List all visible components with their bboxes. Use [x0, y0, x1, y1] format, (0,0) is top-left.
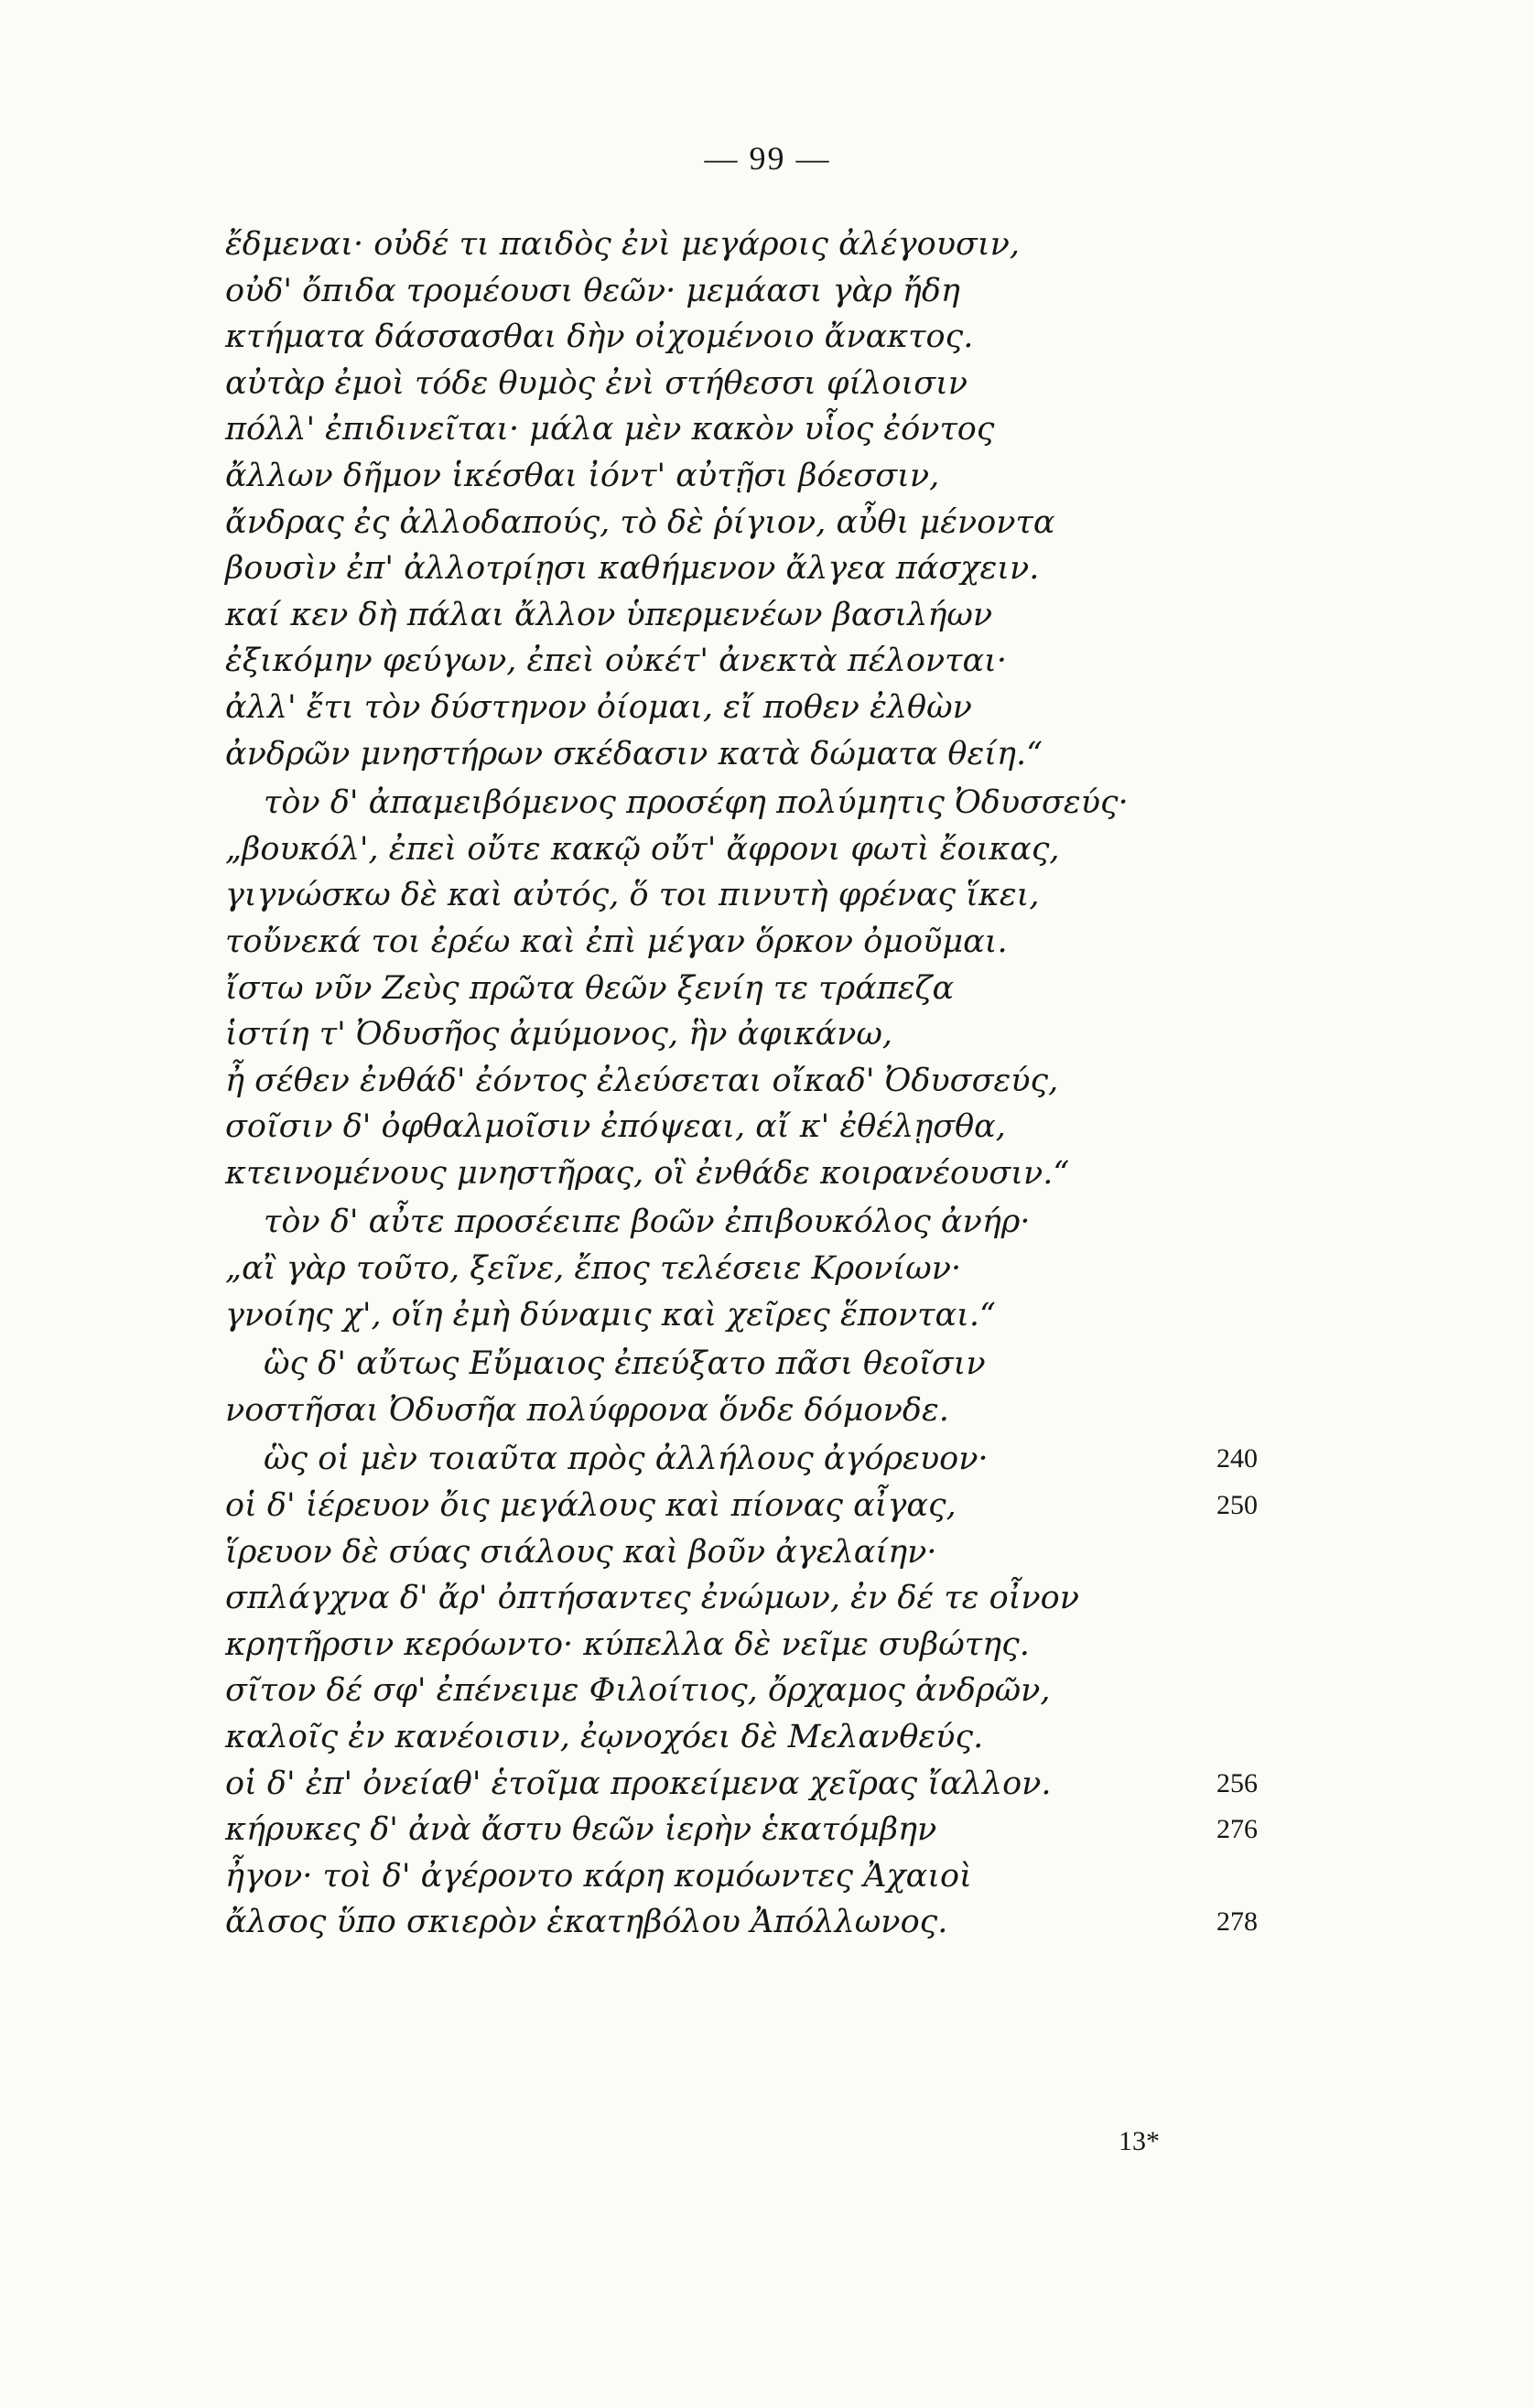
verse-line — [225, 1436, 1259, 1483]
verse-line — [225, 1150, 1259, 1197]
verse-line — [225, 1714, 1259, 1761]
verse-line — [225, 221, 1259, 268]
verse-line-text: ἱστίη τ' Ὀδυσῆος ἀμύμονος, ἣν ἀφικάνω, — [225, 1016, 893, 1053]
verse-line-text: ἀνδρῶν μνηστήρων σκέδασιν κατὰ δώματα θείη.“ — [225, 735, 1043, 772]
verse-line-text: ὣς δ' αὔτως Εὔμαιος ἐπεύξατο πᾶσι θεοῖσιν — [264, 1345, 986, 1383]
verse-line-text: ἵρευον δὲ σύας σιάλους καὶ βοῦν ἀγελαίην· — [225, 1533, 937, 1571]
signature-mark: 13* — [1119, 2126, 1160, 2156]
verse-line — [225, 826, 1259, 873]
verse-line — [225, 1761, 1259, 1808]
verse-line — [225, 1899, 1259, 1946]
verse-line-text: καλοῖς ἐν κανέοισιν, ἐῳνοχόει δὲ Μελανθεύς. — [225, 1719, 984, 1755]
verse-line-text: αὐτὰρ ἐμοὶ τόδε θυμὸς ἐνὶ στήθεσσι φίλοισιν — [225, 364, 968, 402]
verse-line-text: τὸν δ' ἀπαμειβόμενος προσέφη πολύμητις Ὀδυσσεύς· — [264, 784, 1129, 822]
verse-line-text: ὣς οἱ μὲν τοιαῦτα πρὸς ἀλλήλους ἀγόρευον· — [264, 1441, 989, 1478]
verse-line — [225, 268, 1259, 315]
verse-line — [225, 1199, 1259, 1246]
verse-line — [225, 1853, 1259, 1900]
verse-line — [225, 685, 1259, 731]
verse-line-text: ἴστω νῦν Ζεὺς πρῶτα θεῶν ξενίη τε τράπεζα — [225, 969, 955, 1007]
verse-line-text: ἦ σέθεν ἐνθάδ' ἐόντος ἐλεύσεται οἴκαδ' Ὀδυσσεύς, — [225, 1062, 1059, 1099]
verse-line — [225, 592, 1259, 639]
verse-line — [225, 1668, 1259, 1714]
verse-line — [225, 500, 1259, 546]
verse-line-text: ἐξικόμην φεύγων, ἐπεὶ οὐκέτ' ἀνεκτὰ πέλονται· — [225, 642, 1008, 680]
verse-line-text: σῖτον δέ σφ' ἐπένειμε Φιλοίτιος, ὄρχαμος ἀνδρῶν, — [225, 1672, 1051, 1710]
verse-line-text: γιγνώσκω δὲ καὶ αὐτός, ὅ τοι πινυτὴ φρένας ἵκει, — [225, 877, 1040, 914]
verse-line-text: γνοίης χ', οἵη ἐμὴ δύναμις καὶ χεῖρες ἕπονται.“ — [225, 1296, 996, 1334]
verse-line-text: βουσὶν ἐπ' ἀλλοτρίῃσι καθήμενον ἄλγεα πάσχειν. — [225, 550, 1040, 588]
line-number: 250 — [1216, 1490, 1258, 1521]
verse-line-text: σπλάγχνα δ' ἄρ' ὀπτήσαντες ἐνώμων, ἐν δέ τε οἶνον — [225, 1580, 1080, 1617]
verse-line — [225, 1341, 1259, 1388]
page-number-header: — 99 — — [704, 140, 831, 177]
verse-line — [225, 638, 1259, 685]
verse-line-text: κρητῆρσιν κερόωντο· κύπελλα δὲ νεῖμε συβώτης. — [225, 1625, 1030, 1663]
verse-line — [225, 453, 1259, 500]
verse-line — [225, 966, 1259, 1012]
verse-line-text: „αἲ γὰρ τοῦτο, ξεῖνε, ἔπος τελέσειε Κρονίων· — [225, 1250, 962, 1288]
verse-line-text: κτεινομένους μνηστῆρας, οἳ ἐνθάδε κοιρανέουσιν.“ — [225, 1154, 1070, 1192]
verse-text-block — [225, 221, 1259, 1946]
verse-line-text: σοῖσιν δ' ὀφθαλμοῖσιν ἐπόψεαι, αἴ κ' ἐθέλῃσθα, — [225, 1108, 1006, 1146]
verse-line-text: πόλλ' ἐπιδινεῖται· μάλα μὲν κακὸν υἷος ἐόντος — [225, 411, 995, 448]
verse-line — [225, 1388, 1259, 1434]
verse-line-text: κτήματα δάσσασθαι δὴν οἰχομένοιο ἄνακτος. — [225, 319, 974, 356]
verse-line — [225, 361, 1259, 407]
verse-line — [225, 872, 1259, 919]
verse-line-text: κήρυκες δ' ἀνὰ ἄστυ θεῶν ἱερὴν ἑκατόμβην — [225, 1811, 937, 1849]
verse-line — [225, 919, 1259, 966]
verse-line — [225, 1529, 1259, 1576]
verse-line-text: ἄλσος ὕπο σκιερὸν ἑκατηβόλου Ἀπόλλωνος. — [225, 1904, 948, 1941]
verse-line — [225, 1246, 1259, 1292]
verse-line-text: „βουκόλ', ἐπεὶ οὔτε κακῷ οὔτ' ἄφρονι φωτὶ ἔοικας, — [225, 830, 1060, 868]
verse-line-text: οὐδ' ὄπιδα τρομέουσι θεῶν· μεμάασι γὰρ ἤδη — [225, 272, 960, 309]
verse-line — [225, 1483, 1259, 1529]
verse-line-text: ἔδμεναι· οὐδέ τι παιδὸς ἐνὶ μεγάροις ἀλέγουσιν, — [225, 226, 1021, 263]
verse-line — [225, 780, 1259, 826]
verse-line-text: τοὔνεκά τοι ἐρέω καὶ ἐπὶ μέγαν ὅρκον ὀμοῦμαι. — [225, 923, 1008, 960]
verse-line — [225, 731, 1259, 778]
verse-line — [225, 1622, 1259, 1668]
verse-line — [225, 1011, 1259, 1058]
verse-line-text: νοστῆσαι Ὀδυσῆα πολύφρονα ὅνδε δόμονδε. — [225, 1391, 949, 1429]
line-number: 278 — [1216, 1906, 1258, 1938]
line-number: 256 — [1216, 1767, 1258, 1798]
verse-line-text: ἦγον· τοὶ δ' ἀγέροντο κάρη κομόωντες Ἀχαιοὶ — [225, 1857, 972, 1895]
verse-line-text: ἄλλων δῆμον ἱκέσθαι ἰόντ' αὐτῇσι βόεσσιν, — [225, 457, 940, 494]
verse-line — [225, 1807, 1259, 1853]
line-number: 240 — [1216, 1443, 1258, 1474]
verse-line — [225, 1058, 1259, 1105]
verse-line — [225, 1104, 1259, 1150]
verse-line — [225, 406, 1259, 453]
verse-line — [225, 545, 1259, 592]
verse-line — [225, 1575, 1259, 1622]
verse-line-text: οἱ δ' ἐπ' ὀνείαθ' ἑτοῖμα προκείμενα χεῖρας ἴαλλον. — [225, 1765, 1052, 1802]
line-number: 276 — [1216, 1814, 1258, 1845]
verse-line — [225, 314, 1259, 361]
verse-line-text: τὸν δ' αὖτε προσέειπε βοῶν ἐπιβουκόλος ἀνήρ· — [264, 1204, 1031, 1241]
verse-line-text: καί κεν δὴ πάλαι ἄλλον ὑπερμενέων βασιλήων — [225, 596, 993, 633]
verse-line — [225, 1292, 1259, 1339]
verse-line-text: ἄνδρας ἐς ἀλλοδαπούς, τὸ δὲ ῥίγιον, αὖθι μένοντα — [225, 503, 1055, 541]
verse-line-text: οἱ δ' ἱέρευον ὄις μεγάλους καὶ πίονας αἶγας, — [225, 1487, 957, 1525]
verse-line-text: ἀλλ' ἔτι τὸν δύστηνον ὀίομαι, εἴ ποθεν ἐλθὼν — [225, 688, 972, 726]
